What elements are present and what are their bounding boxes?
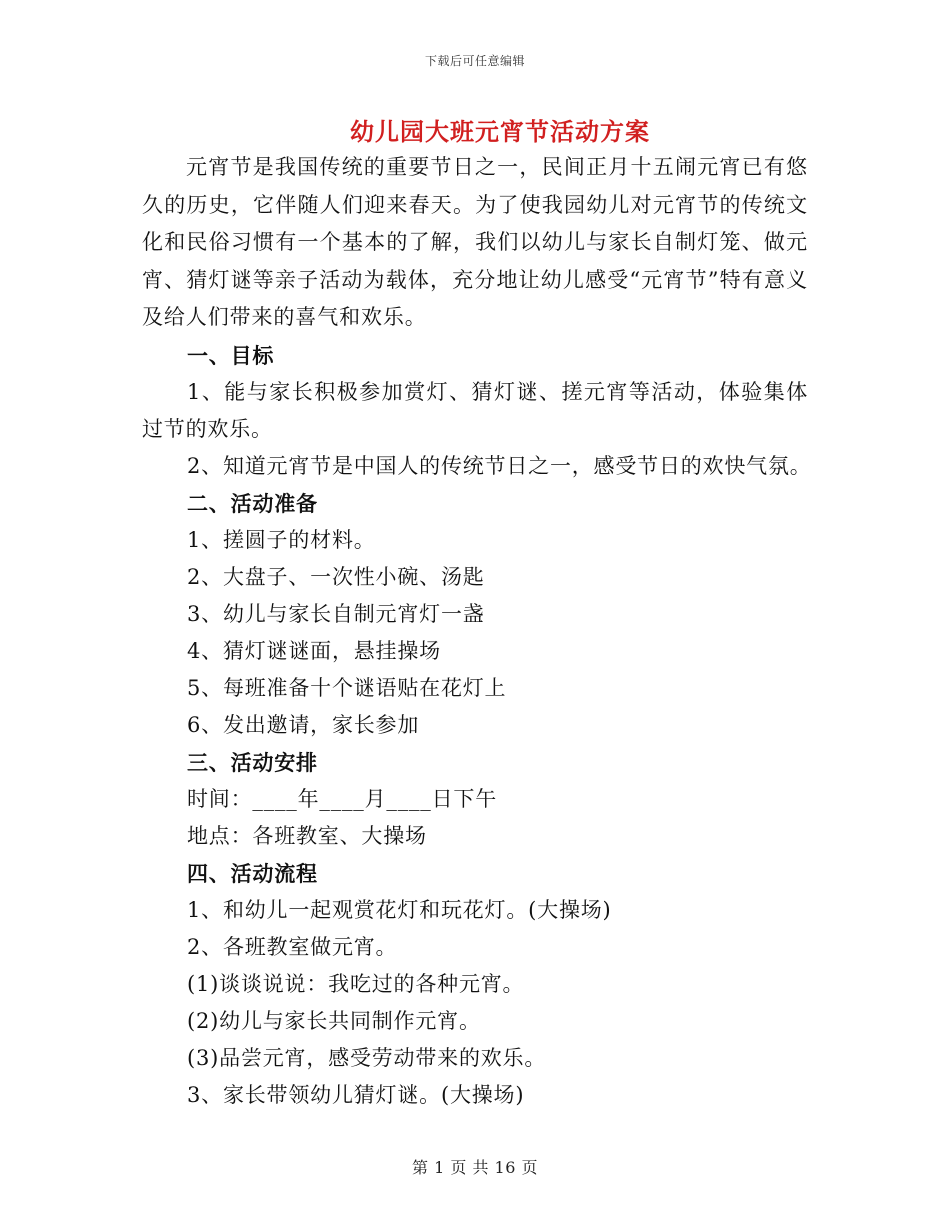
arrangement-time: 时间：____年____月____日下午 — [187, 786, 497, 811]
section-heading-goals: 一、目标 — [187, 342, 275, 368]
process-subitem: (3)品尝元宵，感受劳动带来的欢乐。 — [187, 1045, 547, 1070]
preparation-item: 5、每班准备十个谜语贴在花灯上 — [187, 675, 507, 700]
section-heading-arrangement: 三、活动安排 — [187, 749, 318, 775]
process-item: 3、家长带领幼儿猜灯谜。(大操场) — [187, 1082, 525, 1107]
goal-item: 2、知道元宵节是中国人的传统节日之一，感受节日的欢快气氛。 — [187, 453, 812, 478]
preparation-item: 1、搓圆子的材料。 — [187, 527, 376, 552]
preparation-item: 6、发出邀请，家长参加 — [187, 712, 420, 737]
intro-paragraph: 元宵节是我国传统的重要节日之一，民间正月十五闹元宵已有悠久的历史，它伴随人们迎来春天。为了使我园幼儿对元宵节的传统文化和民俗习惯有一个基本的了解，我们以幼儿与家长自制灯笼、做元宵、猜灯谜等亲子活动为载体，充分地让幼儿感受“元宵节”特有意义及给人们带来的喜气和欢乐。 — [142, 155, 808, 329]
header-note: 下载后可任意编辑 — [424, 54, 525, 68]
section-heading-preparation: 二、活动准备 — [187, 490, 318, 516]
page-number: 第 1 页 共 16 页 — [412, 1158, 538, 1177]
preparation-item: 3、幼儿与家长自制元宵灯一盏 — [187, 601, 485, 626]
process-item: 2、各班教室做元宵。 — [187, 934, 398, 959]
document-title: 幼儿园大班元宵节活动方案 — [350, 117, 650, 146]
arrangement-place: 地点：各班教室、大操场 — [187, 823, 427, 848]
preparation-item: 2、大盘子、一次性小碗、汤匙 — [187, 564, 485, 589]
preparation-item: 4、猜灯谜谜面，悬挂操场 — [187, 638, 441, 663]
process-item: 1、和幼儿一起观赏花灯和玩花灯。(大操场) — [187, 897, 612, 922]
document-body — [142, 149, 812, 1114]
section-heading-process: 四、活动流程 — [187, 860, 318, 886]
process-subitem: (1)谈谈说说：我吃过的各种元宵。 — [187, 971, 525, 996]
goal-item: 1、能与家长积极参加赏灯、猜灯谜、搓元宵等活动，体验集体过节的欢乐。 — [142, 379, 808, 441]
process-subitem: (2)幼儿与家长共同制作元宵。 — [187, 1008, 481, 1033]
